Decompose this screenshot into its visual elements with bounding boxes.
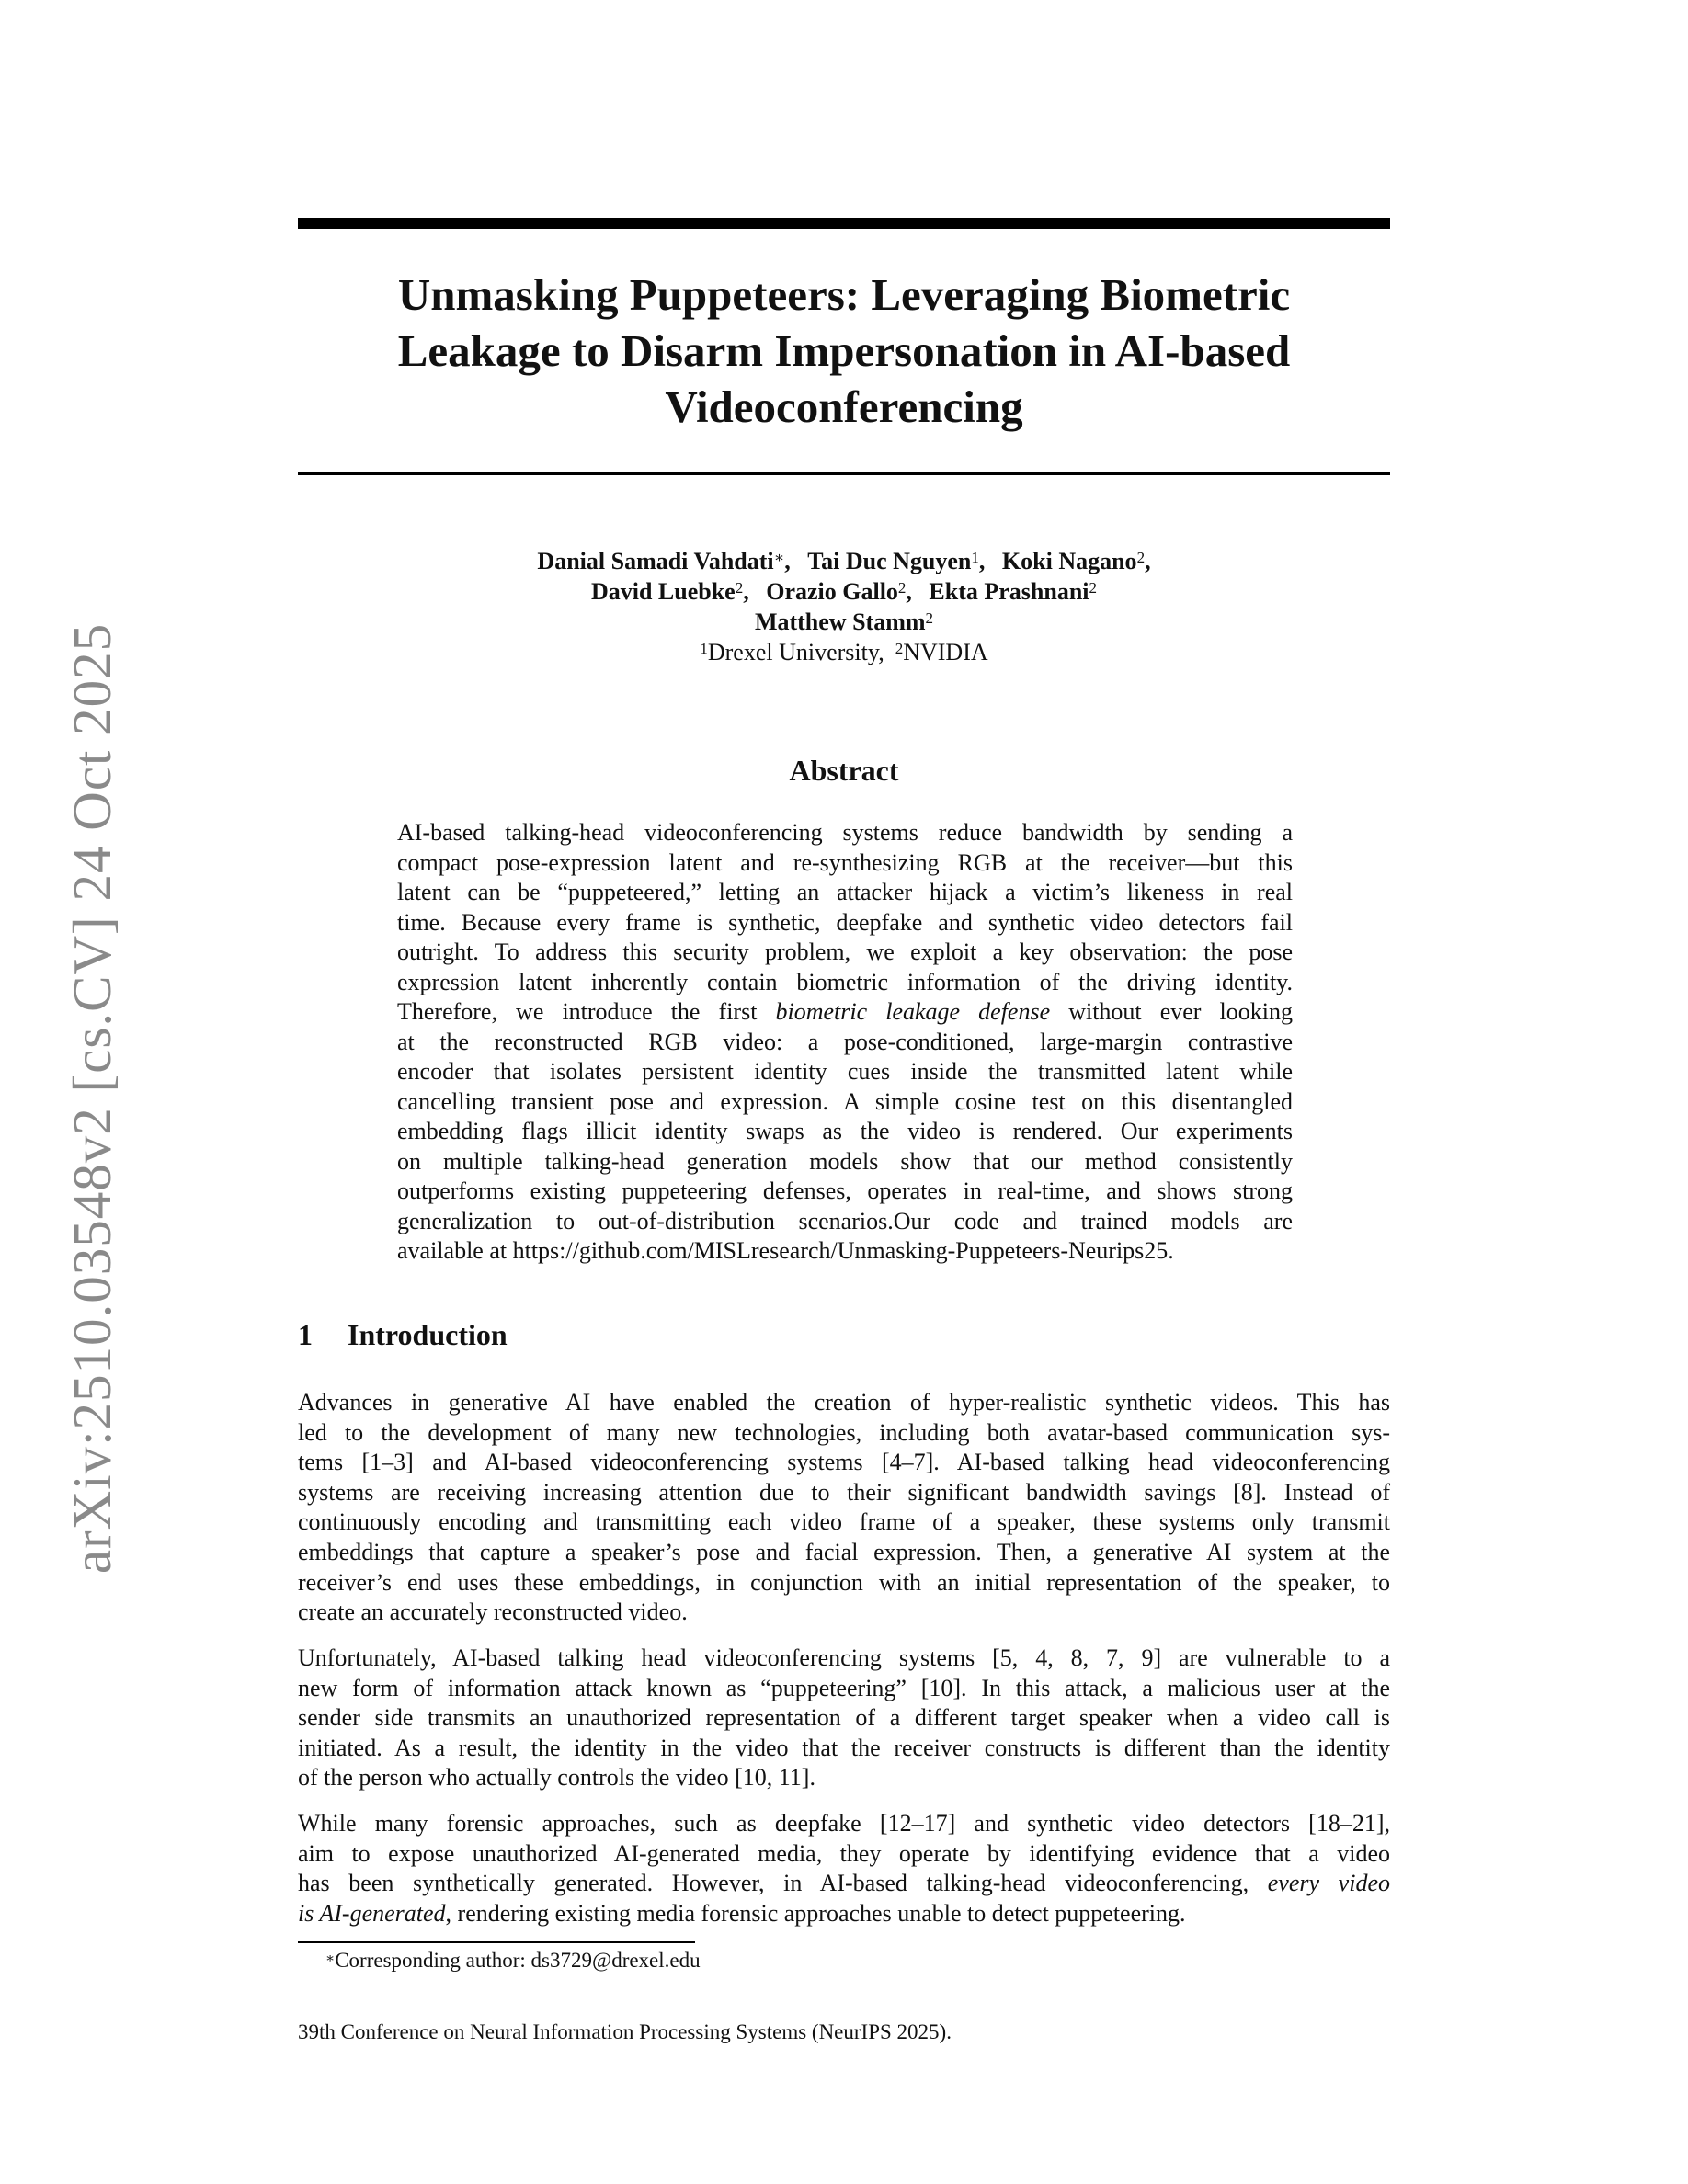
paragraph-line: led to the development of many new technologies, including both avatar-based communication sys- xyxy=(298,1418,1390,1446)
abstract-line: at the reconstructed RGB video: a pose-conditioned, large-margin contrastive xyxy=(397,1028,1293,1055)
affiliation-mark: 2 xyxy=(897,579,907,597)
abstract-line: encoder that isolates persistent identity cues inside the transmitted latent while xyxy=(397,1058,1293,1085)
paragraph-line: tems [1–3] and AI-based videoconferencing systems [4–7]. AI-based talking head videoconferencing xyxy=(298,1449,1390,1476)
affiliation-mark: ∗ xyxy=(773,549,785,566)
abstract-line: AI-based talking-head videoconferencing systems reduce bandwidth by sending a xyxy=(397,819,1293,846)
affiliation-drexel: Drexel University, xyxy=(707,639,884,665)
abstract-line: time. Because every frame is synthetic, deepfake and synthetic video detectors fail xyxy=(397,908,1293,936)
title-top-rule xyxy=(298,218,1390,229)
affiliation-mark: 2 xyxy=(895,640,904,657)
title-line: Videoconferencing xyxy=(665,381,1023,432)
author-name: David Luebke xyxy=(590,578,736,605)
paragraph-line xyxy=(298,1899,1390,1929)
paragraph-line: receiver’s end uses these embeddings, in conjunction with an initial representation of the speaker, to xyxy=(298,1568,1390,1596)
title-line: Leakage to Disarm Impersonation in AI-based xyxy=(397,325,1291,376)
paragraph-line: new form of information attack known as “puppeteering” [10]. In this attack, a malicious user at the xyxy=(298,1674,1390,1701)
author-name: Tai Duc Nguyen xyxy=(807,548,972,574)
arxiv-identifier-stamp: arXiv:2510.03548v2 [cs.CV] 24 Oct 2025 xyxy=(62,622,122,1575)
emphasis-text: is AI-generated xyxy=(298,1899,446,1927)
abstract-line: expression latent inherently contain biometric information of the driving identity. xyxy=(397,968,1293,995)
paragraph-line: Advances in generative AI have enabled the creation of hyper-realistic synthetic videos. This has xyxy=(298,1389,1390,1416)
paragraph-line: systems are receiving increasing attention due to their significant bandwidth savings [8]. Instead of xyxy=(298,1478,1390,1506)
title-bottom-rule xyxy=(298,472,1390,475)
paragraph-line: create an accurately reconstructed video. xyxy=(298,1598,688,1626)
abstract-line: embedding flags illicit identity swaps as the video is rendered. Our experiments xyxy=(397,1118,1293,1144)
abstract-line: latent can be “puppeteered,” letting an attacker hijack a victim’s likeness in real xyxy=(397,879,1293,905)
abstract-body xyxy=(397,818,1293,1267)
abstract-line: cancelling transient pose and expression. A simple cosine test on this disentangled xyxy=(397,1087,1293,1115)
intro-paragraph-2 xyxy=(298,1644,1390,1793)
emphasis-text: every video xyxy=(1267,1870,1390,1897)
paragraph-line: embeddings that capture a speaker’s pose and facial expression. Then, a generative AI system at the xyxy=(298,1538,1390,1565)
paragraph-text: , rendering existing media forensic approaches unable to detect puppeteering. xyxy=(445,1899,1186,1927)
paragraph-line: Unfortunately, AI-based talking head videoconferencing systems [5, 4, 8, 7, 9] are vulnerable to a xyxy=(298,1644,1390,1671)
author-block xyxy=(298,546,1390,667)
section-heading-introduction xyxy=(298,1316,508,1353)
footnote-mark: ∗ xyxy=(325,1951,336,1966)
author-name: Orazio Gallo xyxy=(766,578,898,605)
intro-paragraph-3 xyxy=(298,1809,1390,1928)
abstract-text: without ever looking xyxy=(1050,998,1293,1025)
paragraph-line xyxy=(298,1869,1390,1899)
paragraph-line: sender side transmits an unauthorized representation of a different target speaker when a video call is xyxy=(298,1704,1390,1732)
paper-title xyxy=(298,267,1390,435)
affiliation-mark: 2 xyxy=(1136,549,1146,566)
affiliation-mark: 2 xyxy=(1089,579,1098,597)
title-line: Unmasking Puppeteers: Leveraging Biometric xyxy=(397,269,1291,320)
section-title: Introduction xyxy=(348,1318,508,1351)
author-line: David Luebke$^2$, Orazio Gallo$^2$, Ekta Prashnani$^2$ xyxy=(590,578,1098,605)
footnote-rule xyxy=(298,1941,695,1943)
paragraph-line: aim to expose unauthorized AI-generated media, they operate by identifying evidence that a video xyxy=(298,1839,1390,1867)
affiliation-mark: 1 xyxy=(971,549,979,566)
abstract-text: Therefore, we introduce the first xyxy=(397,998,776,1025)
affiliation-line xyxy=(298,637,1390,667)
paragraph-line: continuously encoding and transmitting each video frame of a speaker, these systems only transmit xyxy=(298,1508,1390,1536)
emphasis-text: biometric leakage defense xyxy=(775,998,1051,1025)
author-line xyxy=(298,607,1390,637)
abstract-line: outperforms existing puppeteering defenses, operates in real-time, and shows strong xyxy=(397,1177,1293,1204)
abstract-line xyxy=(397,997,1293,1028)
affiliation-mark: 2 xyxy=(735,579,744,597)
intro-paragraph-1 xyxy=(298,1388,1390,1628)
author-name: Ekta Prashnani xyxy=(929,578,1089,605)
author-name: Koki Nagano xyxy=(1001,548,1137,574)
footnote xyxy=(325,1947,701,1974)
abstract-heading: Abstract xyxy=(789,754,899,787)
paragraph-text: has been synthetically generated. However, in AI-based talking-head videoconferencing, xyxy=(298,1870,1268,1897)
paragraph-line: of the person who actually controls the video [10, 11]. xyxy=(298,1764,815,1792)
author-name: Danial Samadi Vahdati xyxy=(537,548,774,574)
abstract-line: compact pose-expression latent and re-synthesizing RGB at the receiver—but this xyxy=(397,848,1293,876)
affiliation-mark: 1 xyxy=(700,640,708,657)
abstract-line: available at https://github.com/MISLresearch/Unmasking-Puppeteers-Neurips25. xyxy=(397,1237,1174,1264)
abstract-line: on multiple talking-head generation models show that our method consistently xyxy=(397,1147,1293,1175)
author-line: Danial Samadi Vahdati∗, Tai Duc Nguyen$^1$, Koki Nagano$^2$, xyxy=(537,548,1151,574)
affiliation-mark: 2 xyxy=(925,609,934,627)
author-name: Matthew Stamm xyxy=(754,609,926,635)
venue-note: 39th Conference on Neural Information Processing Systems (NeurIPS 2025). xyxy=(298,2020,952,2043)
paragraph-line: While many forensic approaches, such as deepfake [12–17] and synthetic video detectors [18–21], xyxy=(298,1810,1390,1837)
footnote-text: Corresponding author: ds3729@drexel.edu xyxy=(335,1949,701,1972)
section-number: 1 xyxy=(298,1318,313,1351)
paragraph-line: initiated. As a result, the identity in the video that the receiver constructs is different than the identity xyxy=(298,1734,1390,1761)
abstract-line: generalization to out-of-distribution scenarios.Our code and trained models are xyxy=(397,1207,1293,1234)
affiliation-nvidia: NVIDIA xyxy=(903,639,988,665)
abstract-line: outright. To address this security problem, we exploit a key observation: the pose xyxy=(397,938,1293,965)
